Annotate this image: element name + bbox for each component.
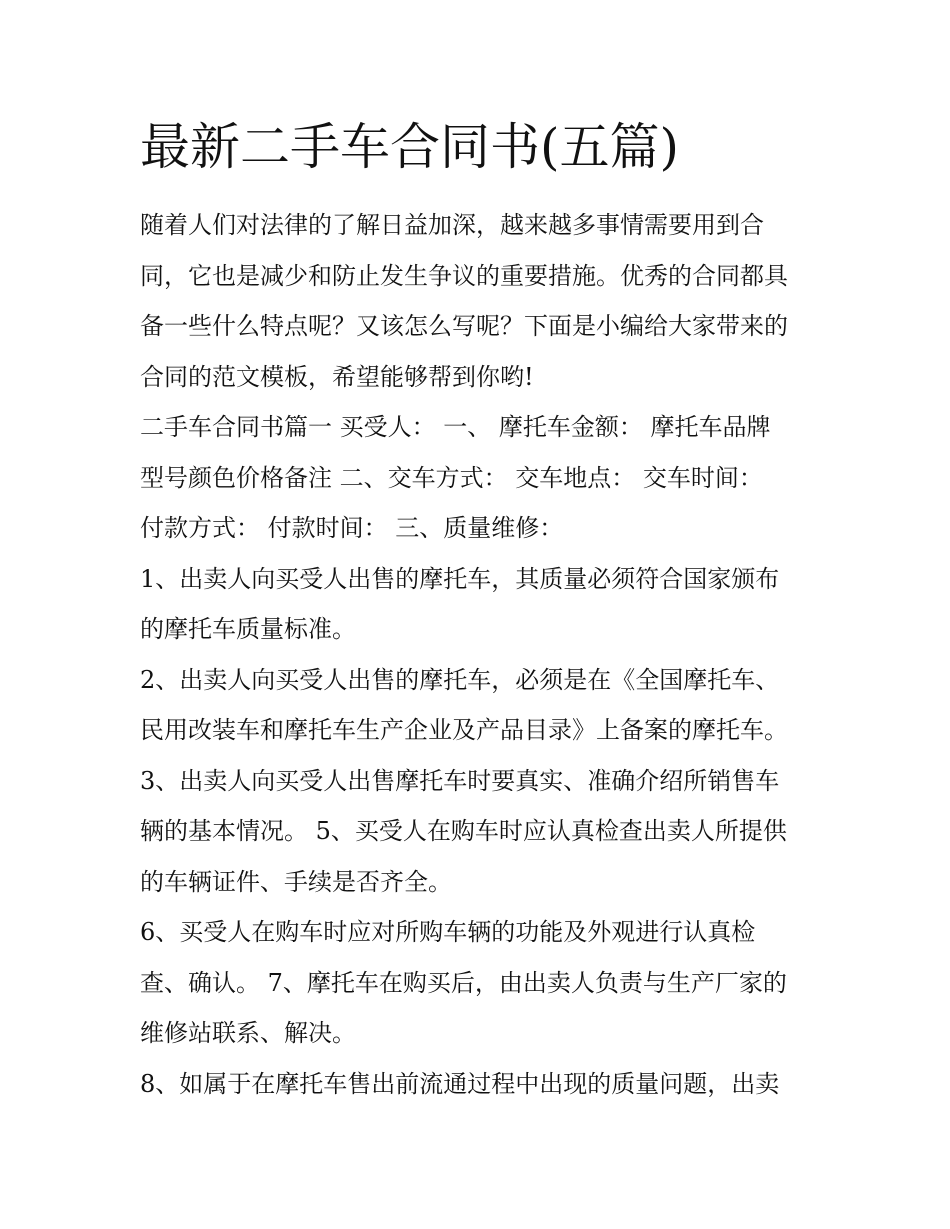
text-line: 的摩托车质量标准。 (140, 615, 356, 643)
text-line: 备一些什么特点呢？又该怎么写呢？下面是小编给大家带来的 (140, 312, 788, 340)
text-line: 二手车合同书篇一 买受人： 一、 摩托车金额： 摩托车品牌 (140, 413, 771, 441)
text-line: 维修站联系、解决。 (140, 1019, 356, 1047)
text-line: 2、出卖人向买受人出售的摩托车，必须是在《全国摩托车、 (140, 665, 780, 694)
text-line: 查、确认。 7、摩托车在购买后，由出卖人负责与生产厂家的 (140, 968, 787, 997)
document-title: 最新二手车合同书(五篇) (140, 118, 680, 176)
text-line: 型号颜色价格备注 二、交车方式： 交车地点： 交车时间： (140, 463, 763, 492)
text-line: 1、出卖人向买受人出售的摩托车，其质量必须符合国家颁布 (140, 564, 780, 593)
text-line: 6、买受人在购车时应对所购车辆的功能及外观进行认真检 (140, 918, 756, 946)
text-line: 民用改装车和摩托车生产企业及产品目录》上备案的摩托车。 (140, 716, 788, 744)
text-line: 8、如属于在摩托车售出前流通过程中出现的质量问题，出卖 (140, 1069, 780, 1098)
document-body (140, 200, 830, 1109)
text-line: 辆的基本情况。 5、买受人在购车时应认真检查出卖人所提供 (140, 817, 787, 845)
text-line: 3、出卖人向买受人出售摩托车时要真实、准确介绍所销售车 (140, 766, 780, 795)
text-line: 的车辆证件、手续是否齐全。 (140, 867, 452, 896)
text-line: 合同的范文模板，希望能够帮到你哟! (140, 362, 534, 391)
text-line: 付款方式： 付款时间： 三、质量维修： (140, 514, 564, 542)
text-line: 同，它也是减少和防止发生争议的重要措施。优秀的合同都具 (140, 261, 788, 290)
text-line: 随着人们对法律的了解日益加深，越来越多事情需要用到合 (140, 211, 764, 239)
